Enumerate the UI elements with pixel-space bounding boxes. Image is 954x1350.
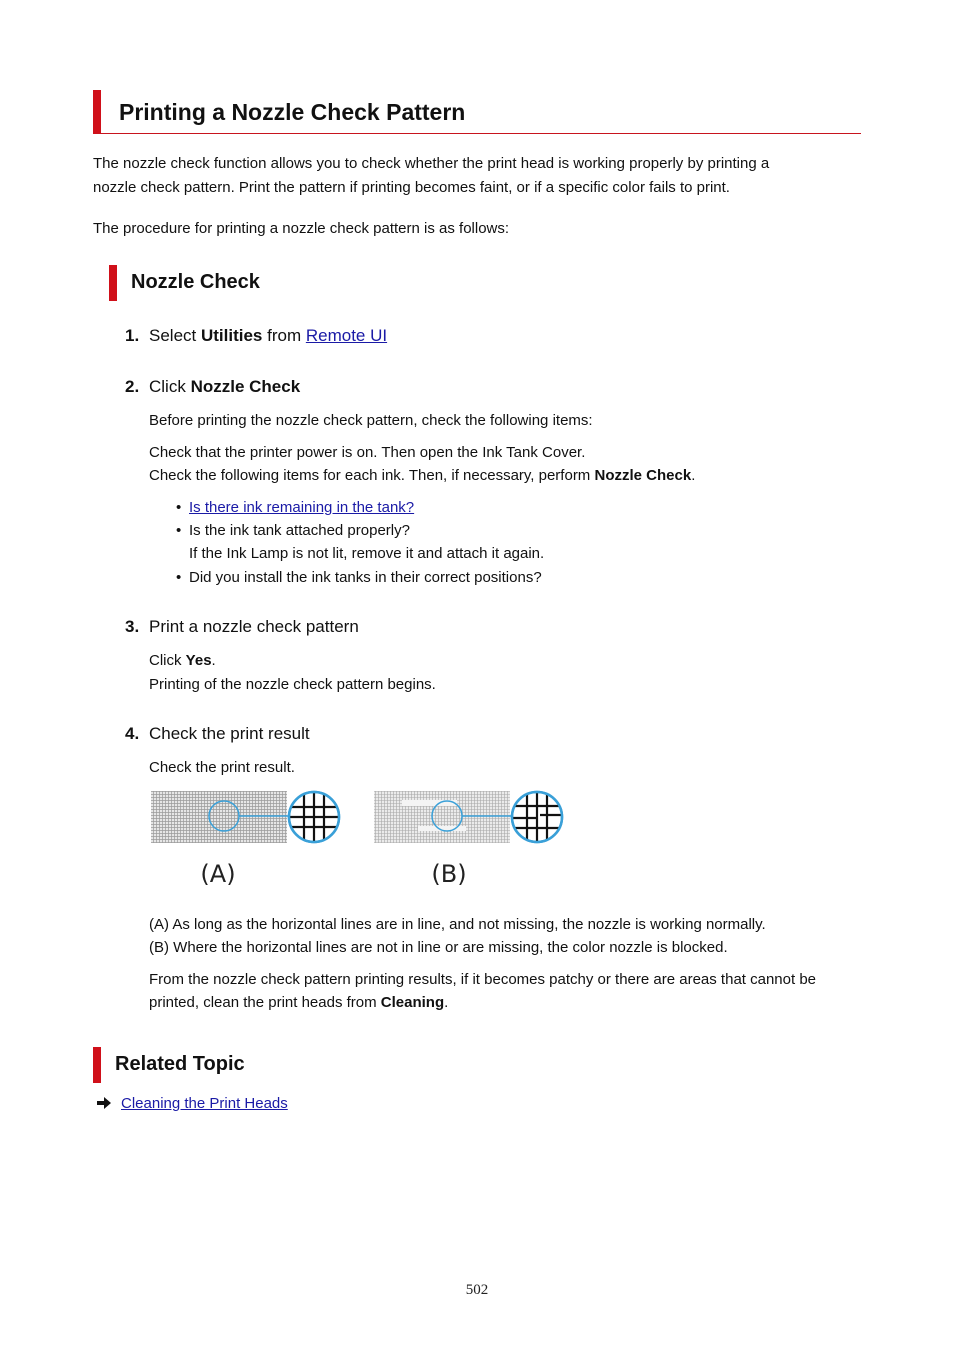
step-number: 3.: [125, 617, 140, 636]
check-bold-term: Nozzle Check: [594, 467, 692, 484]
cleaning-print-heads-link[interactable]: Cleaning the Print Heads: [121, 1095, 288, 1112]
step-1: [125, 326, 387, 346]
step-4-sub: Check the print result.: [149, 759, 295, 776]
nozzle-check-figure: [150, 788, 570, 890]
ink-remaining-link[interactable]: Is there ink remaining in the tank?: [189, 499, 415, 516]
step-text: Check the print result: [149, 724, 310, 743]
pattern-b: [374, 791, 562, 843]
step-text: Print a nozzle check pattern: [149, 617, 359, 636]
step-3-begins: Printing of the nozzle check pattern begins.: [149, 676, 436, 693]
intro-line-2: nozzle check pattern. Print the pattern if printing becomes faint, or if a specific color fails to print.: [93, 179, 730, 196]
step-2-check-1: Check that the printer power is on. Then open the Ink Tank Cover.: [149, 444, 586, 461]
step-2-before: Before printing the nozzle check pattern, check the following items:: [149, 412, 593, 429]
page-number: 502: [465, 1282, 489, 1298]
related-link-item: [121, 1092, 288, 1115]
step-4: [125, 724, 310, 744]
bullet-icon: •: [176, 522, 182, 539]
remote-ui-link[interactable]: Remote UI: [305, 326, 388, 345]
note-b: (B) Where the horizontal lines are not in line or are missing, the color nozzle is blocked.: [149, 939, 728, 956]
check-text: Check the following items for each ink. Then, if necessary, perform: [149, 467, 595, 484]
bullet-icon: •: [176, 569, 182, 586]
step-text: Click: [149, 377, 191, 396]
final-line-1: From the nozzle check pattern printing results, if it becomes patchy or there are areas that cannot be: [149, 971, 817, 988]
step-text: Select: [149, 326, 201, 345]
step-bold-term: Yes: [185, 652, 212, 669]
step-number: 4.: [125, 724, 140, 743]
section-heading-text: Related Topic: [115, 1053, 245, 1075]
note-a: (A) As long as the horizontal lines are in line, and not missing, the nozzle is working normally.: [149, 916, 766, 933]
step-3: [125, 617, 359, 637]
final-bold-term: Cleaning: [380, 994, 445, 1011]
section-heading-text: Nozzle Check: [131, 271, 260, 293]
final-line-2: [149, 991, 448, 1014]
step-number: 2.: [125, 377, 140, 396]
step-bold-term: Utilities: [200, 326, 263, 345]
bullet-text: Did you install the ink tanks in their correct positions?: [189, 569, 542, 586]
intro-text: [93, 152, 769, 199]
bullet-text: Is the ink tank attached properly?: [189, 522, 410, 539]
check-text: .: [691, 467, 696, 484]
page-title: [93, 90, 861, 134]
step-text: .: [211, 652, 216, 669]
bullet-icon: •: [176, 499, 182, 516]
section-heading-related-topic: [93, 1047, 245, 1083]
step-2: [125, 377, 300, 397]
step-2-check-2: [149, 464, 695, 487]
bullet-subtext: If the Ink Lamp is not lit, remove it and attach it again.: [189, 545, 545, 562]
step-text: Click: [149, 652, 186, 669]
step-bold-term: Nozzle Check: [190, 377, 301, 396]
step-text: from: [262, 326, 306, 345]
pattern-a: [151, 791, 339, 843]
arrow-right-icon: [96, 1096, 112, 1110]
page-title-text: Printing a Nozzle Check Pattern: [119, 99, 466, 125]
step-3-click: [149, 649, 216, 672]
final-text: printed, clean the print heads from: [149, 994, 381, 1011]
figure-label-b: (B): [431, 860, 467, 888]
intro-line-1: The nozzle check function allows you to check whether the print head is working properly by printing a: [93, 155, 770, 172]
section-heading-nozzle-check: [109, 265, 260, 301]
final-text: .: [444, 994, 449, 1011]
nozzle-pattern-illustration: [150, 788, 570, 890]
step-number: 1.: [125, 326, 140, 345]
procedure-text: The procedure for printing a nozzle check pattern is as follows:: [93, 220, 510, 237]
figure-label-a: (A): [200, 860, 236, 888]
